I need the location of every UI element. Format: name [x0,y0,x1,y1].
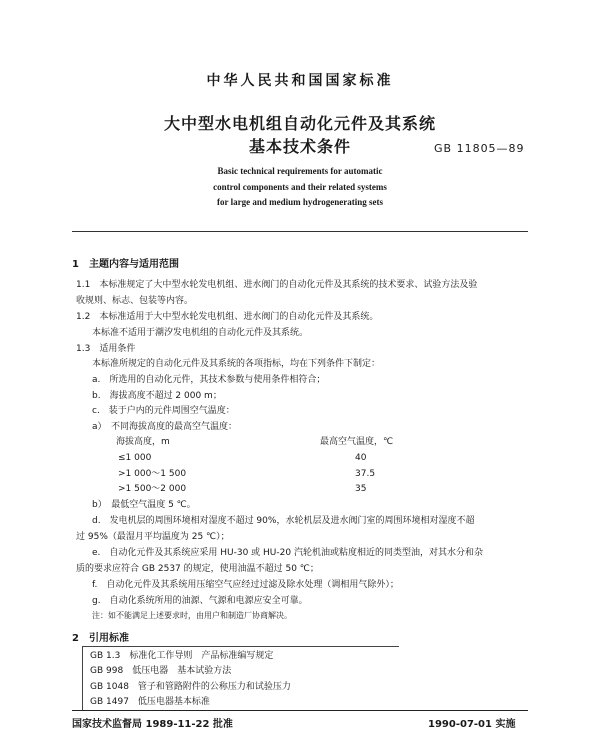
clause-1-1: 1.1 本标准规定了大中型水轮发电机组、进水阀门的自动化元件及其系统的技术要求、试验方法及验 [76,280,478,290]
title-line-2: 基本技术条件 [248,137,351,156]
list-item-d-cont: 过 95%（最湿月平均温度为 25 ℃）； [76,532,230,542]
list-item-e-cont: 质的要求应符合 GB 2537 的规定，使用油温不超过 50 ℃； [76,564,319,574]
approval-date: 国家技术监督局 1989-11-22 批准 [72,719,233,730]
table-cell-temp: 40 [355,453,367,463]
list-item-c-a: a） 不同海拔高度的最高空气温度： [92,422,238,432]
table-cell-temp: 35 [355,484,367,494]
list-item-a: a. 所选用的自动化元件，其技术参数与使用条件相符合； [92,375,326,385]
table-cell-temp: 37.5 [355,469,376,479]
list-item-c: c. 装于户内的元件周围空气温度： [92,406,235,416]
clause-1-1-cont: 收规则、标志、包装等内容。 [76,296,194,306]
clause-1-3: 1.3 适用条件 [76,344,136,354]
reference-item: GB 1.3 标准化工作导则 产品标准编写规定 [90,651,274,661]
list-item-f: f. 自动化元件及其系统用压缩空气应经过过滤及除水处理（调相用气除外）； [92,580,399,590]
list-item-g: g. 自动化系统所用的油源、气源和电源应安全可靠。 [92,596,308,606]
list-item-c-b: b） 最低空气温度 5 ℃。 [92,500,196,510]
header-divider [72,231,528,232]
reference-item: GB 1048 管子和管路附件的公称压力和试验压力 [90,682,291,692]
implementation-date: 1990-07-01 实施 [428,719,516,730]
list-item-b: b. 海拔高度不超过 2 000 m； [92,391,222,401]
table-header-altitude: 海拔高度，m [116,437,170,447]
list-item-e: e. 自动化元件及其系统应采用 HU-30 或 HU-20 汽轮机油或粘度相近的同类型油，对其水分和杂 [92,548,483,558]
list-item-d: d. 发电机层的周围环境相对湿度不超过 90%，水轮机层及进水阀门室的周围环境相对湿度不超 [92,516,475,526]
clause-1-3-intro: 本标准所规定的自动化元件及其系统的各项指标，均在下列条件下制定： [92,359,381,369]
note: 注：如不能满足上述要求时，由用户和制造厂协商解决。 [92,611,292,620]
english-title-line: control components and their related systems [213,182,387,192]
standard-number: GB 11805—89 [434,142,525,155]
section-2-heading: 2 引用标准 [72,633,129,644]
clause-1-2: 1.2 本标准适用于大中型水轮发电机组、进水阀门的自动化元件及其系统。 [76,312,379,322]
table-cell-altitude: >1 500～2 000 [118,484,187,494]
english-title-line: Basic technical requirements for automatic [217,166,383,176]
clause-1-2-note: 本标准不适用于潮汐发电机组的自动化元件及其系统。 [92,328,309,338]
table-header-temperature: 最高空气温度，℃ [320,437,394,447]
title-line-1: 大中型水电机组自动化元件及其系统 [163,114,436,133]
reference-item: GB 998 低压电器 基本试验方法 [90,666,232,676]
table-cell-altitude: ≤1 000 [118,453,152,463]
section-1-heading: 1 主题内容与适用范围 [72,259,179,270]
english-title-line: for large and medium hydrogenerating sets [217,197,383,207]
national-standard-label: 中华人民共和国国家标准 [206,73,394,89]
reference-item: GB 1497 低压电器基本标准 [90,697,210,707]
footer-divider [72,710,528,711]
table-cell-altitude: >1 000～1 500 [118,469,187,479]
